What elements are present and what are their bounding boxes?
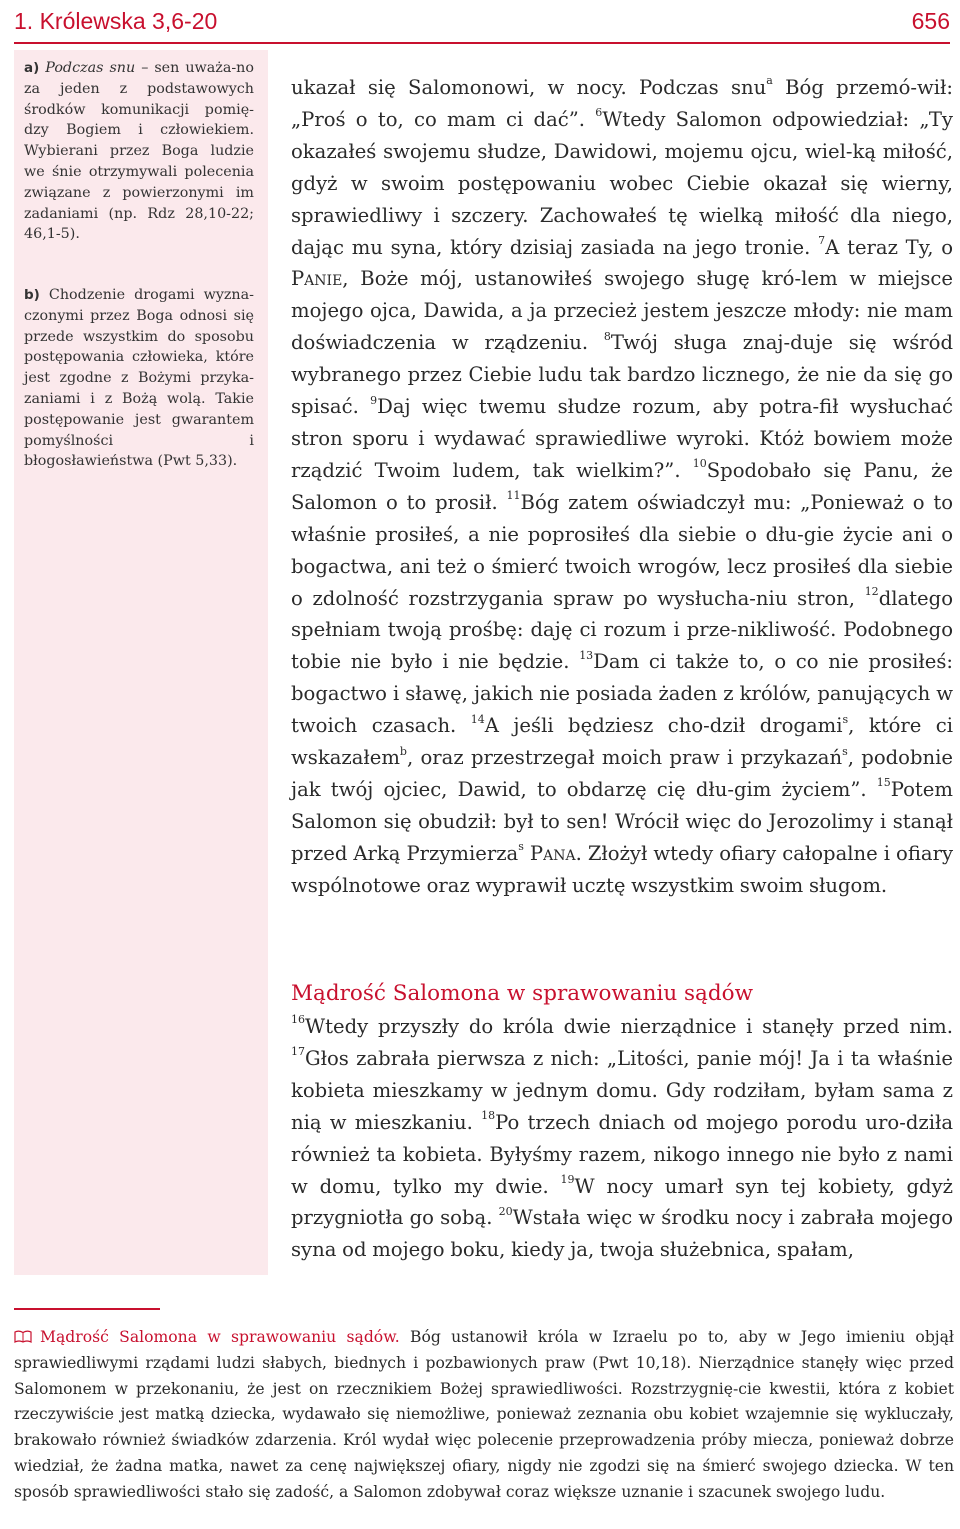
verse-number: 8: [603, 329, 611, 343]
text-run: ukazał się Salomonowi, w nocy. Podczas snu: [291, 76, 767, 99]
text-run: Dam ci także to, o co nie prosiłeś: bogactwo i sławę, jakich nie posiada żaden z królów, panujących w twoich czasach.: [291, 650, 954, 738]
text-run: Wstała więc w środku nocy i zabrała mojego syna od mojego boku, kiedy ja, twoja służebnica, spałam,: [291, 1206, 953, 1262]
text-run: Po trzech dniach od mojego porodu uro-dziła również ta kobieta. Byłyśmy razem, nikogo innego nie było z nami w domu, tylko my dwie.: [291, 1110, 954, 1198]
verse-number: 15: [876, 776, 891, 790]
verse-number: 7: [818, 234, 826, 247]
scripture-paragraph-2: [291, 1011, 953, 1266]
text-run: , Boże mój, ustanowiłeś swojego sługę kró-lem w miejsce mojego ojca, Dawida, a ja przecież jestem jeszcze młody: nie mam doświadczenia w rządzeniu.: [291, 267, 953, 355]
text-run: , które ci wskazałem: [291, 714, 954, 770]
verse-number: 14: [470, 712, 485, 726]
note-marker[interactable]: a: [766, 74, 773, 88]
glossary-marker[interactable]: s: [842, 712, 849, 726]
commentary-heading: Mądrość Salomona w sprawowaniu sądów.: [40, 1328, 400, 1346]
commentary-note: [14, 1325, 954, 1506]
verse-number: 18: [481, 1109, 496, 1123]
divine-name: Panie: [291, 267, 343, 291]
verse-number: 10: [692, 457, 707, 471]
glossary-marker[interactable]: s: [842, 744, 848, 758]
footnote-divider: [14, 1308, 160, 1310]
text-run: A jeśli będziesz cho-dził drogami: [484, 714, 843, 738]
chapter-reference: 1. Królewska 3,6-20: [14, 8, 218, 34]
text-run: , podobnie jak twój ojciec, Dawid, to obdarzę cię dłu-gim życiem”.: [291, 746, 953, 801]
verse-number: 12: [864, 584, 879, 598]
side-note-b: [24, 285, 254, 472]
commentary-text: Bóg ustanowił króla w Izraelu po to, aby w Jego imieniu objął sprawiedliwymi rządami ludzi słabych, biednych i pozbawionych praw (Pwt 10,18). Nierządnice stanęły więc przed Salomonem w przekonaniu, że jest on rzecznikiem Bożej sprawiedliwości. Rozstrzygnię-cie kwestii, która z kobiet rzeczywiście jest matką dziecka, wydawało się niemożliwe, ponieważ zeznania obu kobiet wzajemnie się wykluczały, brakowało również świadków zdarzenia. Król wydał więc polecenie przeprowadzenia próby miecza, ponieważ dobrze wiedział, że żadna matka, nawet za cenę największej ofiary, nigdy nie zgodzi się na śmierć swojego dziecka. W ten sposób sprawiedliwości stało się zadość, a Salomon zdobywał coraz większe uznanie i szacunek swojego ludu.: [14, 1328, 954, 1501]
text-run: dlatego spełniam twoją prośbę: daję ci rozum i prze-nikliwość. Podobnego tobie nie było i nie będzie.: [291, 586, 953, 674]
text-run: Wtedy przyszły do króla dwie nierządnice i stanęły przed nim.: [305, 1015, 953, 1038]
page-number: 656: [911, 8, 950, 34]
section-heading: Mądrość Salomona w sprawowaniu sądów: [291, 981, 753, 1006]
divine-name: Pana: [529, 841, 576, 865]
text-run: , oraz przestrzegał moich praw i przykazań: [406, 746, 843, 770]
verse-number: 20: [498, 1204, 513, 1218]
scripture-paragraph-1: [291, 72, 953, 902]
header-divider: [14, 42, 950, 44]
verse-number: 19: [560, 1173, 575, 1186]
text-run: Potem Salomon się obudził: był to sen! Wrócił więc do Jerozolimy i stanął przed Arką Przymierza: [291, 777, 953, 865]
text-run: . Złożył wtedy ofiary całopalne i ofiary wspólnotowe oraz wyprawił ucztę wszystkim swoim sługom.: [291, 841, 954, 897]
text-run: A teraz Ty, o: [825, 235, 953, 259]
running-head: [14, 4, 950, 40]
text-run: Twój sługa znaj-duje się wśród wybranego przez Ciebie ludu tak bardzo licznego, że nie da się go spisać.: [291, 331, 954, 419]
open-book-icon: [14, 1326, 32, 1339]
note-letter: b): [24, 287, 40, 303]
verse-number: 16: [291, 1013, 305, 1027]
note-term: Podczas snu: [45, 60, 136, 76]
note-text: – sen uważa-no za jeden z podstawowych środków komunikacji pomię-dzy Bogiem i człowiekiem. Wybierani przez Boga ludzie we śnie otrzymywali polecenia związane z powierzonymi im zadaniami (np. Rdz 28,10-22; 46,1-5).: [24, 60, 254, 243]
text-run: Bóg przemó-wił: „Proś o to, co mam ci dać”.: [291, 76, 953, 131]
verse-number: 17: [291, 1045, 305, 1059]
glossary-marker[interactable]: s: [518, 840, 524, 854]
note-marker[interactable]: b: [399, 744, 407, 758]
text-run: Głos zabrała pierwsza z nich: „Litości, panie mój! Ja i ta właśnie kobieta mieszkamy w jednym domu. Gdy rodziłam, byłam sama z nią w mieszkaniu.: [291, 1046, 953, 1134]
note-letter: a): [24, 60, 40, 76]
text-run: Wtedy Salomon odpowiedział: „Ty okazałeś swojemu słudze, Dawidowi, mojemu ojcu, wiel-ką miłość, gdyż w swoim postępowaniu wobec Ciebie okazał się wierny, sprawiedliwy i szczery. Zachowałeś tę wielką miłość dla niego, dając mu syna, który dzisiaj zasiada na jego tronie.: [291, 107, 953, 259]
side-note-a: [24, 58, 254, 245]
text-run: Daj więc twemu słudze rozum, aby potra-fił wysłuchać stron sporu i wydawać sprawiedliwe wyroki. Któż bowiem może rządzić Twoim ludem, tak wielkim?”.: [291, 395, 953, 482]
note-text: Chodzenie drogami wyzna-czonymi przez Boga odnosi się przede wszystkim do sposobu postępowania człowieka, które jest zgodne z Bożymi przyka-zaniami i z Bożą wolą. Takie postępowanie jest gwarantem pomyślności i błogosławieństwa (Pwt 5,33).: [24, 287, 254, 470]
verse-number: 11: [506, 489, 521, 503]
verse-number: 6: [595, 106, 603, 120]
text-run: Spodobało się Panu, że Salomon o to prosił.: [291, 458, 953, 514]
verse-number: 13: [579, 648, 594, 662]
text-run: W nocy umarł syn tej kobiety, gdyż przygniotła go sobą.: [291, 1174, 953, 1230]
verse-number: 9: [370, 393, 378, 407]
text-run: Bóg zatem oświadczył mu: „Ponieważ o to właśnie prosiłeś, a nie poprosiłeś dla siebie o dłu-gie życie ani o bogactwa, ani też o śmierć twoich wrogów, lecz prosiłeś dla siebie o zdolność rozstrzygania spraw po wysłucha-niu stron,: [291, 490, 953, 610]
